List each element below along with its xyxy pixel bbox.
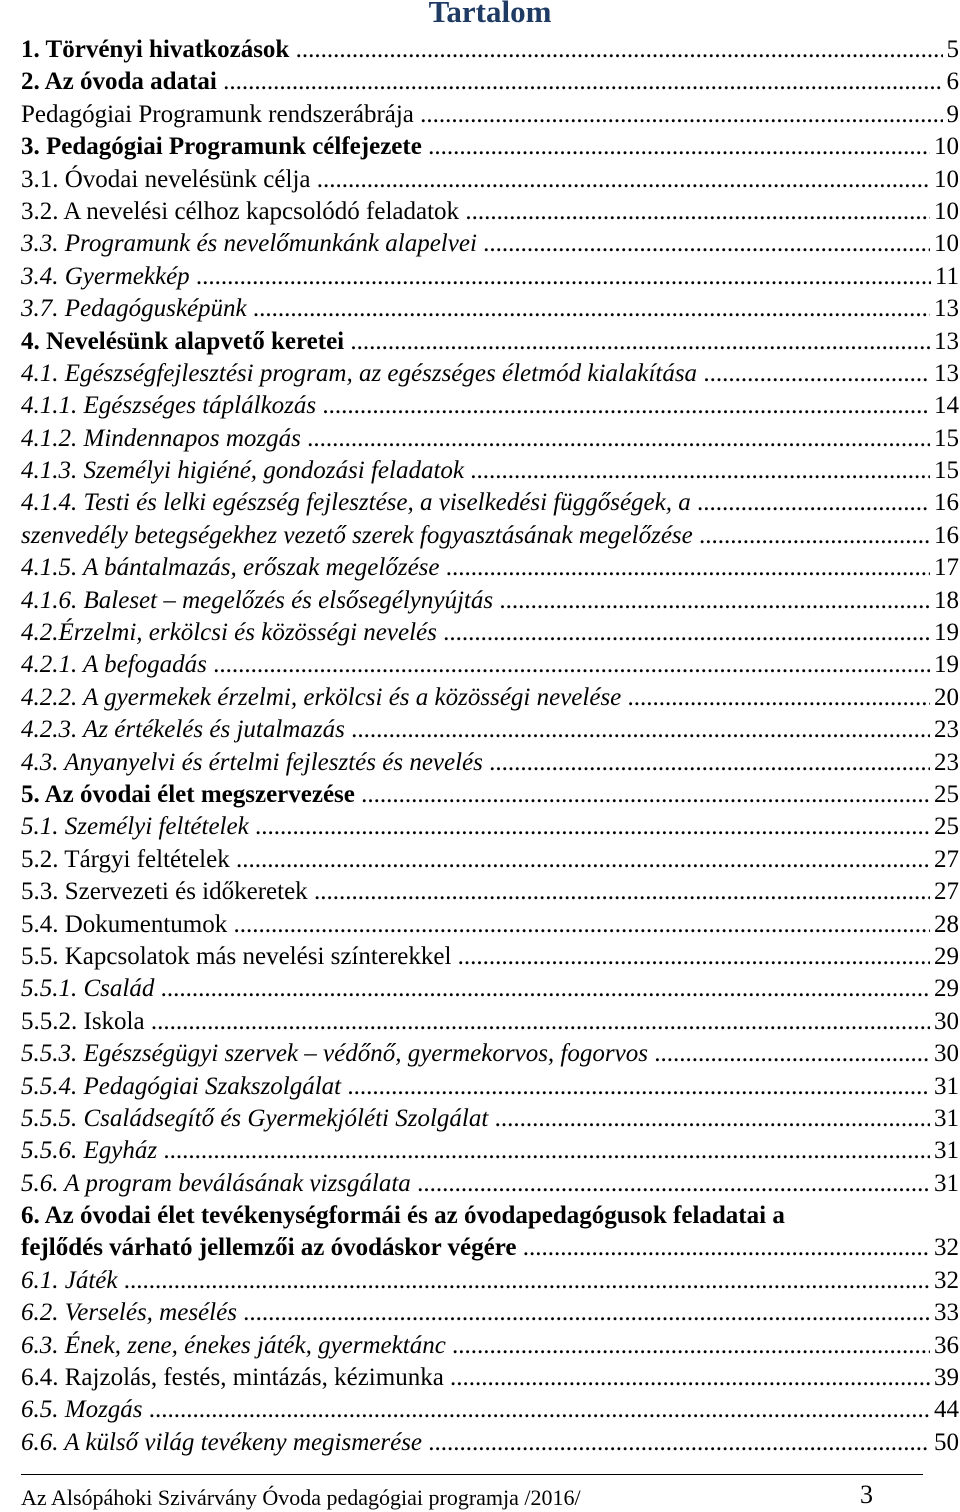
toc-entry-page-number: 19	[930, 649, 959, 681]
toc-entry-label: 5.5.6. Egyház .....	[21, 1135, 959, 1167]
toc-entry[interactable]	[21, 390, 959, 422]
toc-entry-label: Pedagógiai Programunk rendszerábrája .....	[21, 99, 959, 131]
toc-entry[interactable]	[21, 1394, 959, 1426]
toc-entry[interactable]	[21, 585, 959, 617]
toc-entry-page-number: 10	[930, 196, 959, 228]
toc-entry[interactable]	[21, 779, 959, 811]
toc-entry[interactable]	[21, 811, 959, 843]
toc-entry-label: 6.5. Mozgás .....	[21, 1394, 959, 1426]
toc-entry[interactable]	[21, 66, 959, 98]
toc-entry[interactable]	[21, 520, 959, 552]
toc-entry[interactable]	[21, 876, 959, 908]
toc-entry[interactable]	[21, 261, 959, 293]
toc-entry-page-number: 29	[930, 941, 959, 973]
toc-entry-page-number: 13	[930, 293, 959, 325]
toc-entry[interactable]	[21, 973, 959, 1005]
toc-entry-page-number: 31	[930, 1103, 959, 1135]
toc-entry-page-number: 15	[930, 423, 959, 455]
toc-entry-page-number: 11	[931, 261, 959, 293]
footer-divider	[21, 1474, 923, 1475]
toc-entry-page-number: 32	[930, 1265, 959, 1297]
toc-entry[interactable]	[21, 1297, 959, 1329]
toc-entry-page-number: 27	[930, 876, 959, 908]
toc-entry-label: 5.5.1. Család .....	[21, 973, 959, 1005]
toc-entry-page-number: 19	[930, 617, 959, 649]
toc-entry-label: 6.6. A külső világ tevékeny megismerése .....	[21, 1427, 959, 1459]
toc-entry[interactable]	[21, 164, 959, 196]
toc-entry-label: 1. Törvényi hivatkozások .....	[21, 34, 959, 66]
toc-entry-page-number: 23	[930, 747, 959, 779]
toc-entry-label: 6.3. Ének, zene, énekes játék, gyermektánc .....	[21, 1330, 959, 1362]
toc-entry-label: 4.2.3. Az értékelés és jutalmazás .....	[21, 714, 959, 746]
toc-entry-page-number: 31	[930, 1071, 959, 1103]
toc-entry[interactable]	[21, 1038, 959, 1070]
toc-entry-label: 5.1. Személyi feltételek .....	[21, 811, 959, 843]
toc-entry-page-number: 25	[930, 811, 959, 843]
toc-entry-page-number: 30	[930, 1006, 959, 1038]
toc-entry-page-number: 23	[930, 714, 959, 746]
toc-entry-label: 4.2.Érzelmi, erkölcsi és közösségi nevelés .....	[21, 617, 959, 649]
toc-entry-page-number: 31	[930, 1135, 959, 1167]
toc-entry-page-number: 14	[930, 390, 959, 422]
toc-entry-label: 3.2. A nevelési célhoz kapcsolódó feladatok .....	[21, 196, 959, 228]
toc-entry[interactable]	[21, 1200, 959, 1232]
toc-entry-label: 4.2.2. A gyermekek érzelmi, erkölcsi és a közösségi nevelése .....	[21, 682, 959, 714]
toc-entry-label: 6.2. Verselés, mesélés .....	[21, 1297, 959, 1329]
toc-entry-label: 5.5.2. Iskola .....	[21, 1006, 959, 1038]
toc-entry-label: 4.1.4. Testi és lelki egészség fejlesztése, a viselkedési függőségek, a .....	[21, 487, 959, 519]
toc-entry-page-number: 9	[943, 99, 960, 131]
toc-entry[interactable]	[21, 844, 959, 876]
toc-entry-label: 4.1.6. Baleset – megelőzés és elsősegélynyújtás .....	[21, 585, 959, 617]
toc-entry[interactable]	[21, 1071, 959, 1103]
toc-entry[interactable]	[21, 552, 959, 584]
toc-entry-page-number: 28	[930, 909, 959, 941]
toc-entry[interactable]	[21, 326, 959, 358]
toc-entry-page-number: 6	[943, 66, 960, 98]
toc-entry-page-number: 50	[930, 1427, 959, 1459]
toc-entry[interactable]	[21, 682, 959, 714]
toc-entry[interactable]	[21, 1232, 959, 1264]
toc-entry-page-number: 13	[930, 358, 959, 390]
toc-entry-label: 4.1.5. A bántalmazás, erőszak megelőzése .....	[21, 552, 959, 584]
toc-entry[interactable]	[21, 909, 959, 941]
toc-entry-page-number: 10	[930, 131, 959, 163]
toc-entry-label: 4.1.1. Egészséges táplálkozás .....	[21, 390, 959, 422]
toc-entry[interactable]	[21, 99, 959, 131]
toc-entry[interactable]	[21, 1103, 959, 1135]
toc-entry[interactable]	[21, 941, 959, 973]
toc-entry-page-number: 29	[930, 973, 959, 1005]
toc-entry-page-number: 16	[930, 487, 959, 519]
toc-entry-label: 5.2. Tárgyi feltételek .....	[21, 844, 959, 876]
toc-entry-label: 6.4. Rajzolás, festés, mintázás, kézimunka .....	[21, 1362, 959, 1394]
toc-entry-label: 5.3. Szervezeti és időkeretek .....	[21, 876, 959, 908]
toc-entry-page-number: 33	[930, 1297, 959, 1329]
toc-entry-label: 5.6. A program beválásának vizsgálata .....	[21, 1168, 959, 1200]
toc-entry[interactable]	[21, 649, 959, 681]
toc-entry[interactable]	[21, 358, 959, 390]
toc-entry-page-number: 32	[930, 1232, 959, 1264]
toc-entry-label: fejlődés várható jellemzői az óvodáskor végére .....	[21, 1232, 959, 1264]
toc-entry-label: 3. Pedagógiai Programunk célfejezete .....	[21, 131, 959, 163]
toc-entry-page-number: 27	[930, 844, 959, 876]
toc-entry[interactable]	[21, 714, 959, 746]
toc-entry[interactable]	[21, 228, 959, 260]
toc-entry-label: 5. Az óvodai élet megszervezése .....	[21, 779, 959, 811]
toc-entry-label: 5.5.4. Pedagógiai Szakszolgálat .....	[21, 1071, 959, 1103]
toc-entry-page-number: 16	[930, 520, 959, 552]
toc-entry-label: 3.1. Óvodai nevelésünk célja .....	[21, 164, 959, 196]
toc-entry-label: 3.4. Gyermekkép .....	[21, 261, 959, 293]
toc-entry-label: 4. Nevelésünk alapvető keretei .....	[21, 326, 959, 358]
toc-entry[interactable]	[21, 293, 959, 325]
toc-entry-page-number: 44	[930, 1394, 959, 1426]
toc-entry[interactable]	[21, 1362, 959, 1394]
toc-entry-page-number: 17	[930, 552, 959, 584]
toc-entry[interactable]	[21, 1006, 959, 1038]
toc-entry-label: 4.1. Egészségfejlesztési program, az egészséges életmód kialakítása .....	[21, 358, 959, 390]
toc-entry[interactable]	[21, 455, 959, 487]
toc-entry-page-number: 15	[930, 455, 959, 487]
toc-entry-label: 4.3. Anyanyelvi és értelmi fejlesztés és nevelés .....	[21, 747, 959, 779]
toc-entry-label: 4.1.3. Személyi higiéné, gondozási feladatok .....	[21, 455, 959, 487]
toc-entry-label: 5.5. Kapcsolatok más nevelési színterekkel .....	[21, 941, 959, 973]
toc-entry-label: 3.3. Programunk és nevelőmunkánk alapelvei .....	[21, 228, 959, 260]
toc-entry-page-number: 10	[930, 164, 959, 196]
toc-entry[interactable]	[21, 131, 959, 163]
toc-entry-label: szenvedély betegségekhez vezető szerek fogyasztásának megelőzése .....	[21, 520, 959, 552]
toc-entry-page-number: 36	[930, 1330, 959, 1362]
toc-entry-page-number: 18	[930, 585, 959, 617]
toc-entry[interactable]	[21, 1427, 959, 1459]
toc-entry-page-number: 31	[930, 1168, 959, 1200]
toc-entry-label: 4.2.1. A befogadás .....	[21, 649, 959, 681]
toc-entry-label: 5.5.3. Egészségügyi szervek – védőnő, gyermekorvos, fogorvos .....	[21, 1038, 959, 1070]
footer-text: Az Alsópáhoki Szivárvány Óvoda pedagógiai programja /2016/	[21, 1485, 581, 1510]
toc-entry[interactable]	[21, 1330, 959, 1362]
page-title: Tartalom	[428, 0, 552, 29]
toc-entry-page-number: 30	[930, 1038, 959, 1070]
toc-entry[interactable]	[21, 617, 959, 649]
toc-entry-label: 6.1. Játék .....	[21, 1265, 959, 1297]
toc-entry-label: 3.7. Pedagógusképünk .....	[21, 293, 959, 325]
toc-entry-label: 4.1.2. Mindennapos mozgás .....	[21, 423, 959, 455]
toc-entry[interactable]	[21, 1168, 959, 1200]
footer-page-number: 3	[860, 1480, 873, 1509]
toc-entry-label: 2. Az óvoda adatai .....	[21, 66, 959, 98]
toc-entry[interactable]	[21, 423, 959, 455]
toc-entry-label: 6. Az óvodai élet tevékenységformái és az óvodapedagógusok feladatai a	[21, 1202, 785, 1230]
toc-entry-page-number: 13	[930, 326, 959, 358]
toc-entry[interactable]	[21, 747, 959, 779]
toc-entry-page-number: 25	[930, 779, 959, 811]
toc-entry-page-number: 39	[930, 1362, 959, 1394]
toc-entry-label: 5.5.5. Családsegítő és Gyermekjóléti Szolgálat .....	[21, 1103, 959, 1135]
toc-entry[interactable]	[21, 34, 959, 66]
toc-entry-label: 5.4. Dokumentumok .....	[21, 909, 959, 941]
toc-entry-page-number: 5	[943, 34, 960, 66]
toc-entry-page-number: 20	[930, 682, 959, 714]
toc-entry[interactable]	[21, 487, 959, 519]
toc-entry-page-number: 10	[930, 228, 959, 260]
table-of-contents	[21, 34, 959, 1459]
toc-entry[interactable]	[21, 1265, 959, 1297]
toc-entry[interactable]	[21, 1135, 959, 1167]
toc-entry[interactable]	[21, 196, 959, 228]
